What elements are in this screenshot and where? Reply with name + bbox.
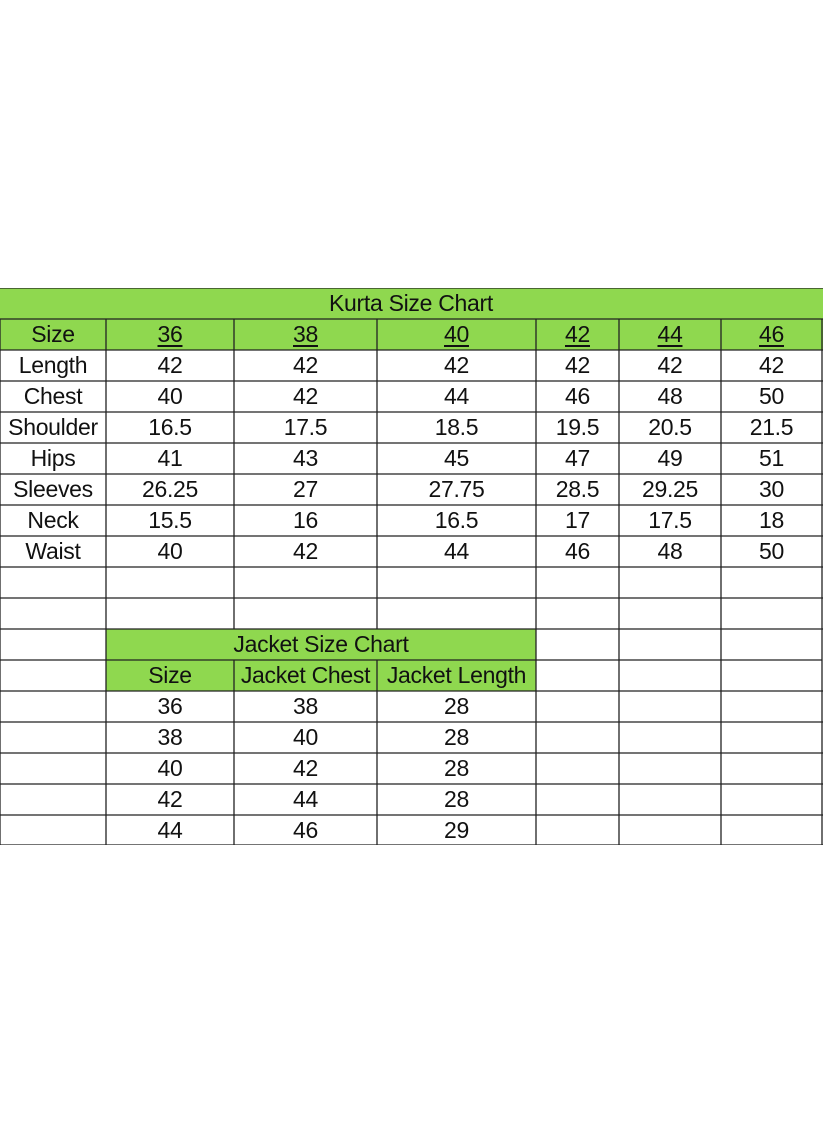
jacket-column-header: Size [148,662,192,688]
jacket-cell: 28 [444,786,469,812]
kurta-cell: 50 [759,383,784,409]
kurta-cell: 18.5 [434,414,479,440]
jacket-cell: 28 [444,755,469,781]
jacket-column-header: Jacket Length [386,662,527,688]
kurta-cell: 16.5 [148,414,192,440]
kurta-cell: 27.75 [428,476,485,502]
kurta-row-label: Hips [30,445,76,471]
kurta-cell: 51 [759,445,784,471]
kurta-cell: 20.5 [648,414,692,440]
kurta-cell: 40 [157,538,183,564]
kurta-cell: 42 [293,383,318,409]
jacket-cell: 44 [157,816,183,843]
kurta-cell: 41 [157,445,183,471]
jacket-cell: 38 [293,693,318,719]
kurta-size-42: 42 [565,321,590,347]
kurta-cell: 49 [657,445,683,471]
jacket-column-header: Jacket Chest [240,662,371,688]
kurta-size-38: 38 [293,321,318,347]
kurta-cell: 44 [444,538,469,564]
kurta-cell: 42 [293,352,318,378]
kurta-row-label: Shoulder [8,414,98,440]
kurta-cell: 44 [444,383,469,409]
kurta-cell: 17.5 [648,507,692,533]
kurta-size-40: 40 [444,321,469,347]
kurta-cell: 42 [293,538,318,564]
kurta-cell: 30 [759,476,784,502]
jacket-cell: 28 [444,693,469,719]
kurta-cell: 46 [565,383,590,409]
jacket-cell: 36 [157,693,183,719]
kurta-cell: 46 [565,538,590,564]
jacket-cell: 46 [293,816,318,843]
kurta-cell: 45 [444,445,469,471]
kurta-size-36: 36 [157,321,183,347]
jacket-cell: 42 [293,755,318,781]
kurta-cell: 27 [293,476,318,502]
kurta-cell: 42 [565,352,590,378]
kurta-cell: 21.5 [749,414,794,440]
jacket-cell: 42 [157,786,183,812]
kurta-chart-title: Kurta Size Chart [329,290,493,316]
kurta-cell: 18 [759,507,784,533]
kurta-cell: 29.25 [641,476,699,502]
kurta-size-header: Size [31,321,75,347]
kurta-cell: 48 [657,538,683,564]
jacket-chart-title: Jacket Size Chart [233,631,409,657]
kurta-cell: 15.5 [148,507,192,533]
jacket-cell: 40 [157,755,183,781]
kurta-cell: 43 [293,445,318,471]
kurta-row-label: Waist [25,538,81,564]
kurta-cell: 47 [565,445,590,471]
kurta-row-label: Sleeves [13,476,93,502]
kurta-cell: 17 [565,507,590,533]
kurta-cell: 42 [657,352,683,378]
kurta-cell: 28.5 [555,476,600,502]
jacket-cell: 29 [444,816,469,843]
kurta-cell: 19.5 [555,414,600,440]
kurta-cell: 17.5 [283,414,328,440]
jacket-cell: 40 [293,724,318,750]
jacket-cell: 28 [444,724,469,750]
kurta-cell: 48 [657,383,683,409]
kurta-row-label: Chest [23,383,83,409]
kurta-cell: 50 [759,538,784,564]
kurta-size-46: 46 [759,321,784,347]
jacket-cell: 38 [157,724,183,750]
kurta-row-label: Length [18,352,88,378]
kurta-cell: 26.25 [141,476,199,502]
kurta-cell: 42 [759,352,784,378]
jacket-cell: 44 [293,786,318,812]
kurta-cell: 16 [293,507,318,533]
size-chart-sheet [0,288,823,845]
kurta-size-44: 44 [657,321,683,347]
kurta-row-label: Neck [27,507,79,533]
kurta-cell: 42 [444,352,469,378]
kurta-cell: 40 [157,383,183,409]
kurta-cell: 42 [157,352,183,378]
kurta-cell: 16.5 [434,507,479,533]
